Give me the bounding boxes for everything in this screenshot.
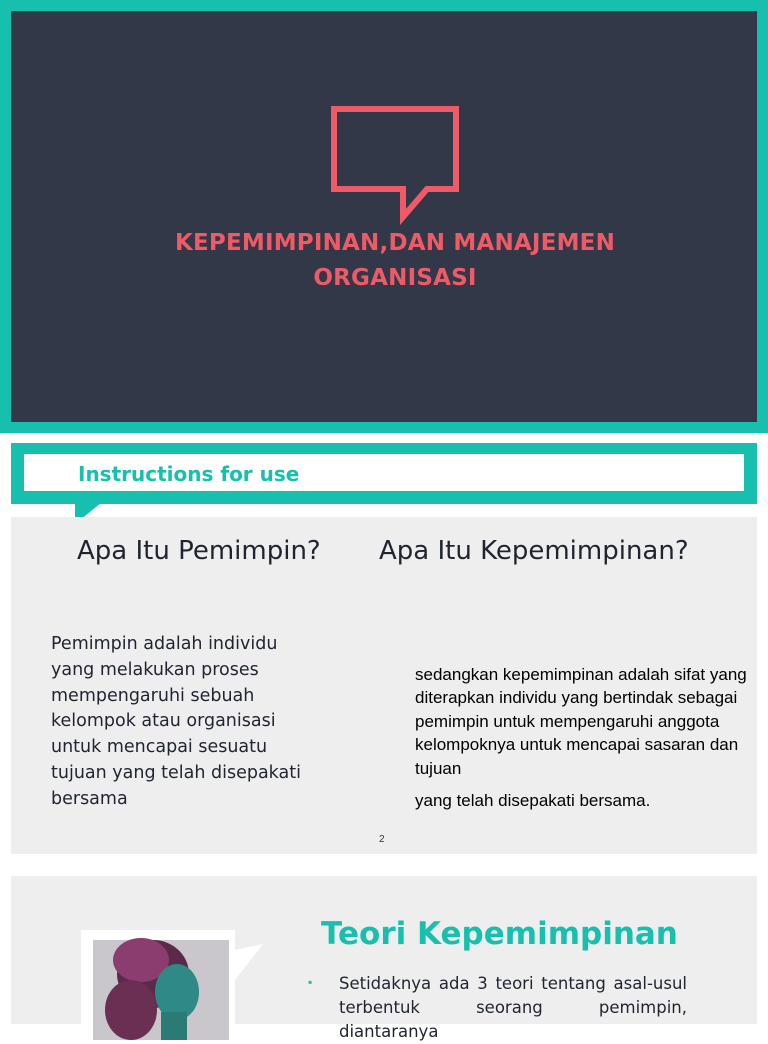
theory-slide xyxy=(11,876,757,1041)
slide-title-line2: ORGANISASI xyxy=(313,265,477,291)
title-slide xyxy=(0,0,768,433)
theory-title: Teori Kepemimpinan xyxy=(321,916,678,952)
paragraph-pemimpin: Pemimpin adalah individu yang melakukan proses mempengaruhi sebuah kelompok atau organisasi untuk mencapai sesuatu tujuan yang telah disepakati bersama xyxy=(51,634,301,809)
paragraph-kepemimpinan-last-line: yang telah disepakati bersama. xyxy=(415,791,651,811)
paragraph-kepemimpinan-body: sedangkan kepemimpinan adalah sifat yang diterapkan individu yang bertindak sebagai pemimpin untuk mempengaruhi anggota kelompoknya untuk mencapai sasaran dan tujuan xyxy=(415,665,747,778)
title-slide-background xyxy=(11,11,757,422)
speech-bubble-icon xyxy=(331,106,459,222)
theory-bullet-text: Setidaknya ada 3 teori tentang asal-usul terbentuk seorang pemimpin, diantaranya xyxy=(339,974,687,1041)
bullet-icon: ▪ xyxy=(308,975,313,989)
instructions-banner xyxy=(11,443,757,504)
heading-pemimpin: Apa Itu Pemimpin? xyxy=(77,536,321,566)
heading-kepemimpinan: Apa Itu Kepemimpinan? xyxy=(379,536,689,566)
slide-title xyxy=(71,226,719,296)
definition-slide xyxy=(11,517,757,854)
page-number: 2 xyxy=(379,834,385,845)
slide-title-line1: KEPEMIMPINAN,DAN MANAJEMEN xyxy=(174,230,616,256)
banner-label: Instructions for use xyxy=(78,462,300,486)
paragraph-kepemimpinan xyxy=(415,663,755,812)
woman-portrait-photo xyxy=(81,930,251,1040)
